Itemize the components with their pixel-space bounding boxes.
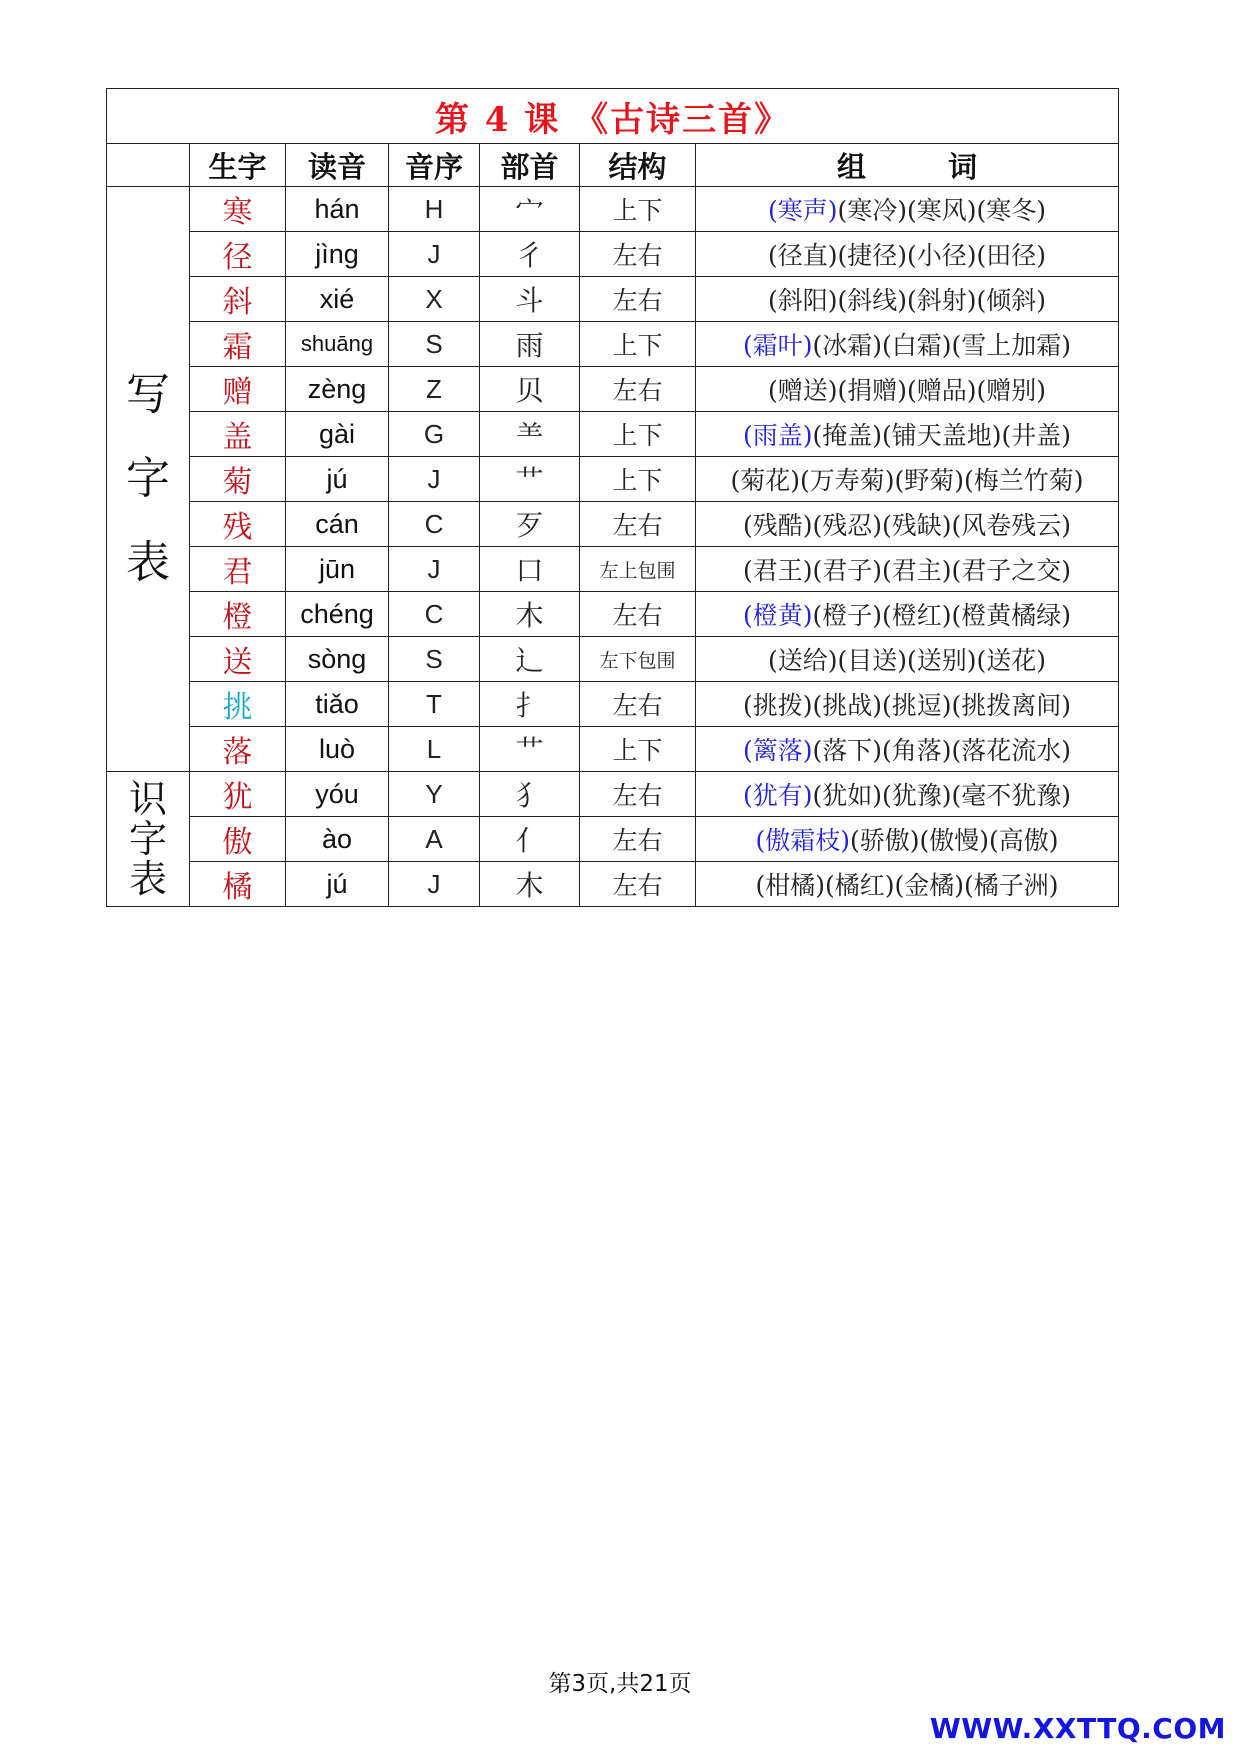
word-list: (落下)(角落)(落花流水) [812, 736, 1072, 765]
highlighted-word: (橙黄) [743, 601, 813, 630]
order-cell: X [389, 277, 480, 322]
table-row [107, 457, 1119, 502]
word-list: (冰霜)(白霜)(雪上加霜) [812, 331, 1072, 360]
pinyin-cell: cán [286, 502, 389, 547]
radical-cell: ⺷ [480, 412, 580, 457]
radical-cell: 犭 [480, 772, 580, 817]
table-row [107, 187, 1119, 232]
order-cell: J [389, 862, 480, 907]
char-cell: 霜 [190, 322, 286, 367]
word-list: (柑橘)(橘红)(金橘)(橘子洲) [755, 871, 1059, 900]
pinyin-cell: chéng [286, 592, 389, 637]
page-number: 第3页,共21页 [548, 1671, 692, 1697]
char-cell: 君 [190, 547, 286, 592]
order-cell: J [389, 547, 480, 592]
structure-cell: 左右 [580, 817, 696, 862]
table-row [107, 277, 1119, 322]
order-cell: J [389, 232, 480, 277]
pinyin-cell: jú [286, 457, 389, 502]
char-cell: 橙 [190, 592, 286, 637]
pinyin-cell: jūn [286, 547, 389, 592]
highlighted-word: (寒声) [768, 196, 838, 225]
order-cell: H [389, 187, 480, 232]
words-cell [696, 187, 1119, 232]
table-row [107, 412, 1119, 457]
char-cell: 径 [190, 232, 286, 277]
table-row [107, 682, 1119, 727]
table-row [107, 592, 1119, 637]
words-cell [696, 682, 1119, 727]
word-list: (君王)(君子)(君主)(君子之交) [743, 556, 1072, 585]
lesson-table [106, 88, 1119, 907]
order-cell: S [389, 637, 480, 682]
structure-cell: 左上包围 [580, 547, 696, 592]
highlighted-word: (篱落) [743, 736, 813, 765]
structure-cell: 上下 [580, 412, 696, 457]
words-cell [696, 502, 1119, 547]
radical-cell: 辶 [480, 637, 580, 682]
word-list: (菊花)(万寿菊)(野菊)(梅兰竹菊) [730, 466, 1084, 495]
word-list: (送给)(目送)(送别)(送花) [768, 646, 1047, 675]
order-cell: C [389, 592, 480, 637]
radical-cell: 歹 [480, 502, 580, 547]
pinyin-cell: gài [286, 412, 389, 457]
table-row [107, 232, 1119, 277]
word-list: (骄傲)(傲慢)(高傲) [850, 826, 1059, 855]
header-row [107, 144, 1119, 187]
header-blank [107, 144, 190, 187]
pinyin-cell: jú [286, 862, 389, 907]
highlighted-word: (傲霜枝) [755, 826, 851, 855]
char-cell: 斜 [190, 277, 286, 322]
structure-cell: 上下 [580, 457, 696, 502]
highlighted-word: (雨盖) [743, 421, 813, 450]
char-cell: 寒 [190, 187, 286, 232]
table-row [107, 547, 1119, 592]
pinyin-cell: luò [286, 727, 389, 772]
order-cell: Y [389, 772, 480, 817]
order-cell: L [389, 727, 480, 772]
radical-cell: 艹 [480, 727, 580, 772]
structure-cell: 左下包围 [580, 637, 696, 682]
section-label-reading: 识 字 表 [107, 772, 190, 907]
word-list: (挑拨)(挑战)(挑逗)(挑拨离间) [743, 691, 1072, 720]
radical-cell: 艹 [480, 457, 580, 502]
word-list: (犹如)(犹豫)(毫不犹豫) [812, 781, 1072, 810]
highlighted-word: (犹有) [743, 781, 813, 810]
header-order: 音序 [389, 144, 480, 187]
radical-cell: 斗 [480, 277, 580, 322]
word-list: (残酷)(残忍)(残缺)(风卷残云) [743, 511, 1072, 540]
structure-cell: 左右 [580, 232, 696, 277]
structure-cell: 左右 [580, 592, 696, 637]
section-label-writing: 写 字 表 [107, 187, 190, 772]
table-row [107, 637, 1119, 682]
word-list: (掩盖)(铺天盖地)(井盖) [812, 421, 1072, 450]
word-list: (赠送)(捐赠)(赠品)(赠别) [768, 376, 1047, 405]
order-cell: A [389, 817, 480, 862]
words-cell [696, 592, 1119, 637]
word-list: (寒冷)(寒风)(寒冬) [837, 196, 1047, 225]
pinyin-cell: sòng [286, 637, 389, 682]
words-cell [696, 322, 1119, 367]
char-cell: 残 [190, 502, 286, 547]
char-cell: 挑 [190, 682, 286, 727]
table-row [107, 502, 1119, 547]
structure-cell: 左右 [580, 277, 696, 322]
table-row [107, 862, 1119, 907]
table-row [107, 817, 1119, 862]
header-words: 组 词 [696, 144, 1119, 187]
radical-cell: 亻 [480, 817, 580, 862]
words-cell [696, 817, 1119, 862]
structure-cell: 上下 [580, 322, 696, 367]
order-cell: C [389, 502, 480, 547]
char-cell: 傲 [190, 817, 286, 862]
char-cell: 菊 [190, 457, 286, 502]
words-cell [696, 547, 1119, 592]
structure-cell: 左右 [580, 682, 696, 727]
table-row [107, 727, 1119, 772]
header-char: 生字 [190, 144, 286, 187]
words-cell [696, 727, 1119, 772]
pinyin-cell: tiǎo [286, 682, 389, 727]
pinyin-cell: yóu [286, 772, 389, 817]
header-structure: 结构 [580, 144, 696, 187]
highlighted-word: (霜叶) [743, 331, 813, 360]
structure-cell: 上下 [580, 187, 696, 232]
pinyin-cell: shuāng [286, 322, 389, 367]
order-cell: G [389, 412, 480, 457]
pinyin-cell: zèng [286, 367, 389, 412]
words-cell [696, 412, 1119, 457]
radical-cell: 木 [480, 862, 580, 907]
radical-cell: 贝 [480, 367, 580, 412]
words-cell [696, 277, 1119, 322]
word-list: (斜阳)(斜线)(斜射)(倾斜) [768, 286, 1047, 315]
char-cell: 橘 [190, 862, 286, 907]
lesson-title: 第 4 课 《古诗三首》 [107, 89, 1119, 144]
radical-cell: 宀 [480, 187, 580, 232]
char-cell: 落 [190, 727, 286, 772]
words-cell [696, 637, 1119, 682]
words-cell [696, 457, 1119, 502]
table-row [107, 367, 1119, 412]
order-cell: S [389, 322, 480, 367]
order-cell: Z [389, 367, 480, 412]
word-list: (橙子)(橙红)(橙黄橘绿) [812, 601, 1072, 630]
radical-cell: 雨 [480, 322, 580, 367]
radical-cell: 扌 [480, 682, 580, 727]
char-cell: 犹 [190, 772, 286, 817]
words-cell [696, 367, 1119, 412]
header-pinyin: 读音 [286, 144, 389, 187]
structure-cell: 左右 [580, 862, 696, 907]
table-row [107, 772, 1119, 817]
pinyin-cell: hán [286, 187, 389, 232]
char-cell: 赠 [190, 367, 286, 412]
radical-cell: 口 [480, 547, 580, 592]
char-cell: 盖 [190, 412, 286, 457]
radical-cell: 彳 [480, 232, 580, 277]
pinyin-cell: jìng [286, 232, 389, 277]
table-row [107, 322, 1119, 367]
word-list: (径直)(捷径)(小径)(田径) [768, 241, 1047, 270]
words-cell [696, 232, 1119, 277]
pinyin-cell: ào [286, 817, 389, 862]
radical-cell: 木 [480, 592, 580, 637]
words-cell [696, 772, 1119, 817]
pinyin-cell: xié [286, 277, 389, 322]
site-watermark: WWW.XXTTQ.COM [929, 1712, 1226, 1745]
words-cell [696, 862, 1119, 907]
structure-cell: 左右 [580, 367, 696, 412]
order-cell: T [389, 682, 480, 727]
structure-cell: 左右 [580, 772, 696, 817]
char-cell: 送 [190, 637, 286, 682]
order-cell: J [389, 457, 480, 502]
header-radical: 部首 [480, 144, 580, 187]
structure-cell: 左右 [580, 502, 696, 547]
structure-cell: 上下 [580, 727, 696, 772]
